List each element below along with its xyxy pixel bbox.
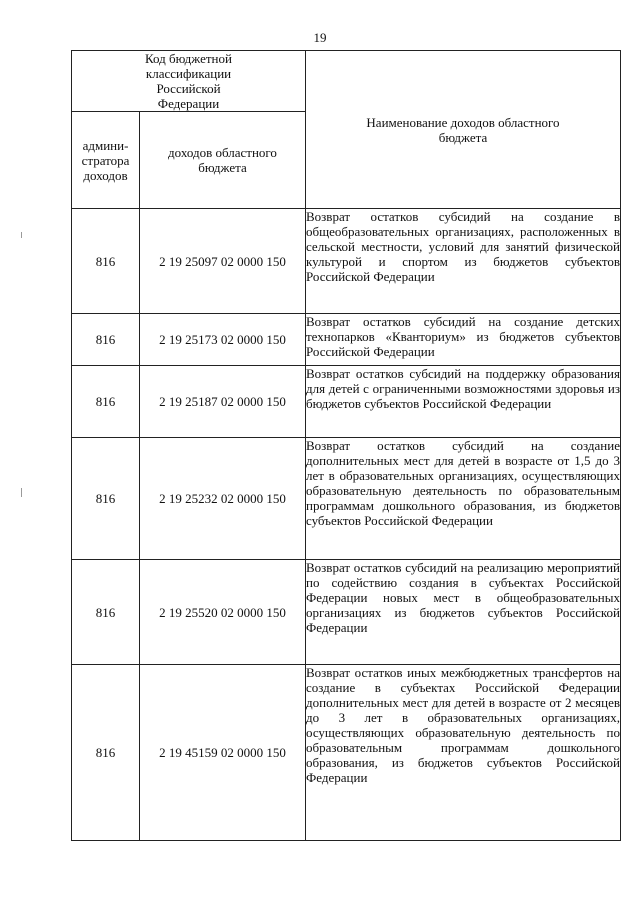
- table-row: [72, 438, 621, 560]
- header-revenue-name: Наименование доходов областного бюджета: [306, 51, 621, 209]
- admin-code-cell: 816: [72, 366, 140, 438]
- revenue-name-cell: Возврат остатков субсидий на создание в общеобразовательных организациях, расположенных в сельской местности, условий для занятий физической культурой и спортом из бюджетов субъектов Российской Федерации: [306, 209, 621, 314]
- revenue-name-cell: Возврат остатков субсидий на создание детских технопарков «Кванториум» из бюджетов субъектов Российской Федерации: [306, 314, 621, 366]
- revenue-name-cell: Возврат остатков субсидий на реализацию мероприятий по содействию создания в субъектах Российской Федерации новых мест в общеобразовательных организациях из бюджетов субъектов Российской Федерации: [306, 560, 621, 665]
- revenue-code-cell: 2 19 25173 02 0000 150: [140, 314, 306, 366]
- revenue-code-cell: 2 19 25520 02 0000 150: [140, 560, 306, 665]
- page-number: 19: [313, 30, 327, 45]
- table-row: [72, 209, 621, 314]
- revenue-name-cell: Возврат остатков субсидий на поддержку образования для детей с ограниченными возможностями здоровья из бюджетов субъектов Российской Федерации: [306, 366, 621, 438]
- table-row: [72, 665, 621, 841]
- admin-code-cell: 816: [72, 209, 140, 314]
- revenue-name-cell: Возврат остатков субсидий на создание дополнительных мест для детей в возрасте от 1,5 до 3 лет в образовательных организациях, осуществляющих образовательную деятельность по образовательным программам дошкольного образования, из бюджетов субъектов Российской Федерации: [306, 438, 621, 560]
- revenue-classification-table: [71, 50, 621, 841]
- revenue-code-cell: 2 19 45159 02 0000 150: [140, 665, 306, 841]
- table-row: [72, 314, 621, 366]
- header-budget-classification-code: Код бюджетной классификации Российской Федерации: [72, 51, 306, 112]
- header-revenue-code: доходов областного бюджета: [140, 112, 306, 209]
- revenue-code-cell: 2 19 25097 02 0000 150: [140, 209, 306, 314]
- scan-margin-mark: [21, 488, 22, 497]
- revenue-name-cell: Возврат остатков иных межбюджетных трансфертов на создание в субъектах Российской Федерации дополнительных мест для детей в возрасте от 2 месяцев до 3 лет в образовательных организациях, осуществляющих образовательную деятельность по образовательным программам дошкольного образования, из бюджетов субъектов Российской Федерации: [306, 665, 621, 841]
- revenue-code-cell: 2 19 25232 02 0000 150: [140, 438, 306, 560]
- header-administrator: админи- стратора доходов: [72, 112, 140, 209]
- table-row: [72, 560, 621, 665]
- scan-margin-mark: [21, 232, 22, 238]
- admin-code-cell: 816: [72, 438, 140, 560]
- table-row: [72, 366, 621, 438]
- revenue-code-cell: 2 19 25187 02 0000 150: [140, 366, 306, 438]
- admin-code-cell: 816: [72, 314, 140, 366]
- admin-code-cell: 816: [72, 560, 140, 665]
- admin-code-cell: 816: [72, 665, 140, 841]
